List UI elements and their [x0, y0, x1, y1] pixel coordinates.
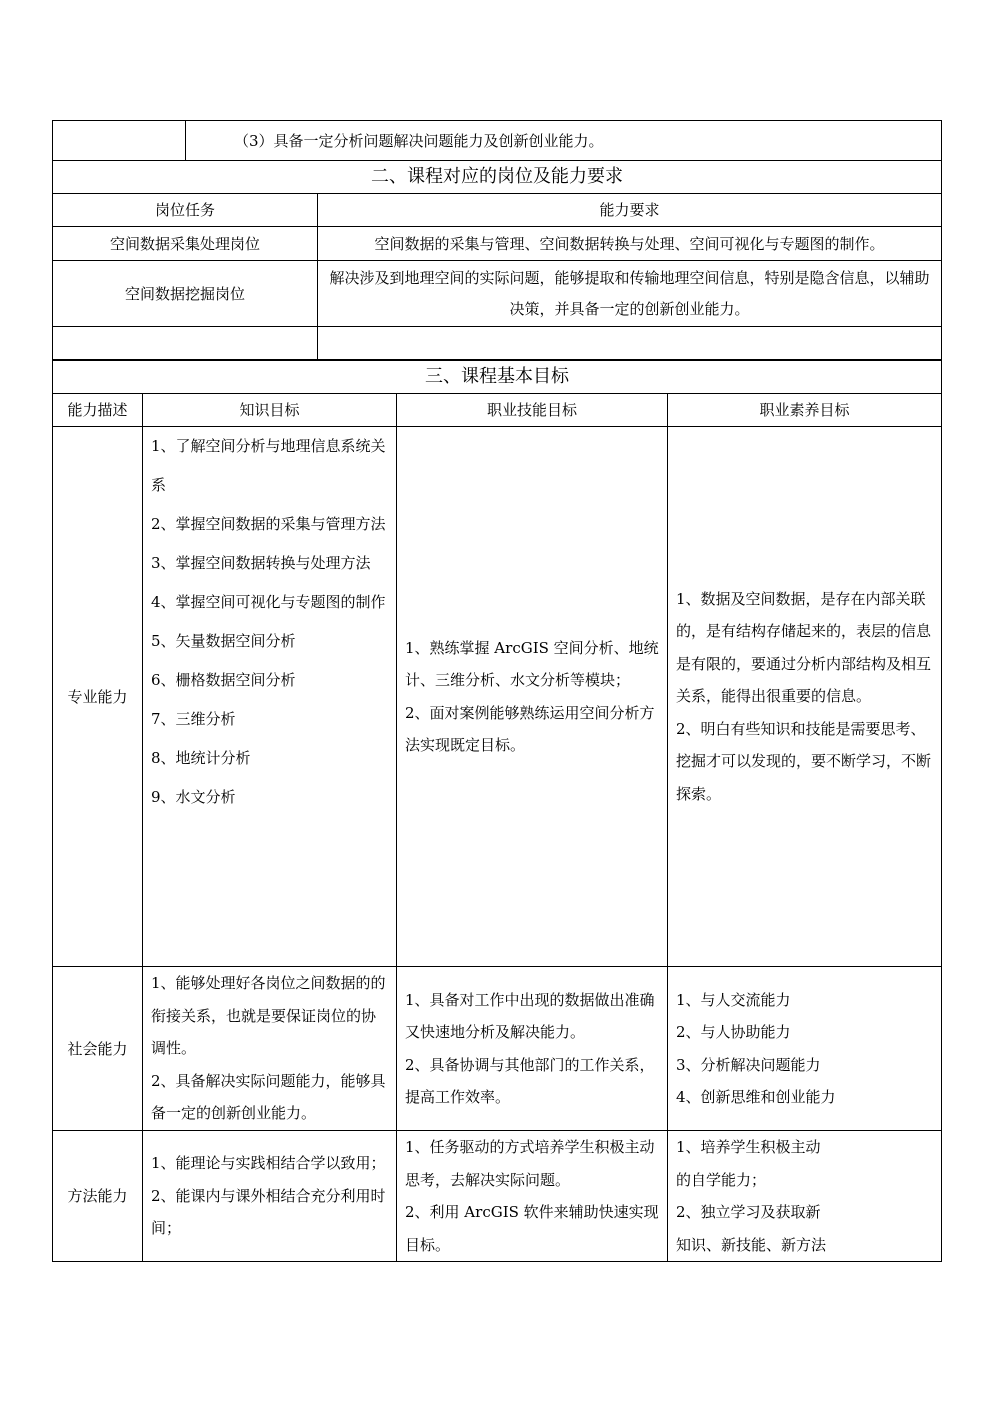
professional-skill-list [397, 427, 668, 967]
professional-literacy-list [668, 427, 942, 967]
post-requirement: 解决涉及到地理空间的实际问题，能够提取和传输地理空间信息，特别是隐含信息，以辅助决策，并具备一定的创新创业能力。 [318, 261, 942, 327]
list-item: 1、能理论与实践相结合学以致用； [151, 1154, 386, 1173]
post-requirement: 空间数据的采集与管理、空间数据转换与处理、空间可视化与专题图的制作。 [318, 227, 942, 261]
list-item: 4、创新思维和创业能力 [676, 1088, 836, 1106]
ability-label-social: 社会能力 [53, 967, 143, 1131]
empty-cell [53, 121, 186, 161]
list-item: 2、面对案例能够熟练运用空间分析方法实现既定目标。 [405, 703, 655, 754]
social-knowledge-list [143, 967, 397, 1131]
professional-knowledge-list [143, 427, 397, 967]
header-literacy-goal: 职业素养目标 [668, 394, 942, 427]
list-item: 1、了解空间分析与地理信息系统关系 [151, 437, 386, 494]
method-skill-list [397, 1131, 668, 1262]
course-table-goals [52, 360, 942, 1262]
list-item: 7、三维分析 [151, 710, 236, 728]
header-ability-requirement: 能力要求 [318, 194, 942, 227]
section-title-goals: 三、课程基本目标 [53, 361, 942, 394]
list-item: 6、栅格数据空间分析 [151, 671, 296, 689]
section-title-jobs: 二、课程对应的岗位及能力要求 [53, 161, 942, 194]
list-item: 1、数据及空间数据，是存在内部关联的，是有结构存储起来的，表层的信息是有限的，要通过分析内部结构及相互关系，能得出很重要的信息。 [676, 589, 932, 706]
header-ability-desc: 能力描述 [53, 394, 143, 427]
list-item: 3、分析解决问题能力 [676, 1055, 821, 1074]
list-item: 知识、新技能、新方法 [676, 1235, 827, 1254]
empty-cell [318, 327, 942, 360]
social-literacy-list [668, 967, 942, 1131]
method-knowledge-list [143, 1131, 397, 1262]
list-item: 8、地统计分析 [151, 749, 251, 767]
method-literacy-list [668, 1131, 942, 1262]
list-item: 3、掌握空间数据转换与处理方法 [151, 554, 371, 572]
list-item: 2、掌握空间数据的采集与管理方法 [151, 515, 386, 533]
list-item: 2、具备解决实际问题能力，能够具备一定的创新创业能力。 [151, 1071, 386, 1123]
list-item: 2、具备协调与其他部门的工作关系，提高工作效率。 [405, 1055, 655, 1106]
list-item: 1、具备对工作中出现的数据做出准确又快速地分析及解决能力。 [405, 990, 655, 1041]
ability-label-method: 方法能力 [53, 1131, 143, 1262]
list-item: 2、能课内与课外相结合充分利用时间； [151, 1186, 386, 1238]
social-skill-list [397, 967, 668, 1131]
list-item: 5、矢量数据空间分析 [151, 632, 296, 650]
list-item: 2、与人协助能力 [676, 1023, 791, 1041]
list-item: 的自学能力； [676, 1170, 767, 1189]
list-item: 9、水文分析 [151, 788, 236, 806]
ability-label-professional: 专业能力 [53, 427, 143, 967]
post-name: 空间数据挖掘岗位 [53, 261, 318, 327]
list-item: 2、独立学习及获取新 [676, 1203, 821, 1221]
header-skill-goal: 职业技能目标 [397, 394, 668, 427]
course-table-upper [52, 120, 942, 360]
post-name: 空间数据采集处理岗位 [53, 227, 318, 261]
list-item: 1、与人交流能力 [676, 990, 791, 1009]
list-item: 1、任务驱动的方式培养学生积极主动思考，去解决实际问题。 [405, 1138, 655, 1189]
list-item: 1、能够处理好各岗位之间数据的的衔接关系，也就是要保证岗位的协调性。 [151, 974, 386, 1058]
list-item: 2、明白有些知识和技能是需要思考、挖掘才可以发现的，要不断学习，不断探索。 [676, 719, 932, 803]
empty-cell [53, 327, 318, 360]
list-item: 1、熟练掌握 ArcGIS 空间分析、地统计、三维分析、水文分析等模块； [405, 638, 659, 689]
header-post-task: 岗位任务 [53, 194, 318, 227]
ability-item-3: （3）具备一定分析问题解决问题能力及创新创业能力。 [186, 121, 942, 161]
list-item: 2、利用 ArcGIS 软件来辅助快速实现目标。 [405, 1203, 659, 1254]
list-item: 4、掌握空间可视化与专题图的制作 [151, 593, 386, 611]
list-item: 1、培养学生积极主动 [676, 1138, 821, 1156]
header-knowledge-goal: 知识目标 [143, 394, 397, 427]
